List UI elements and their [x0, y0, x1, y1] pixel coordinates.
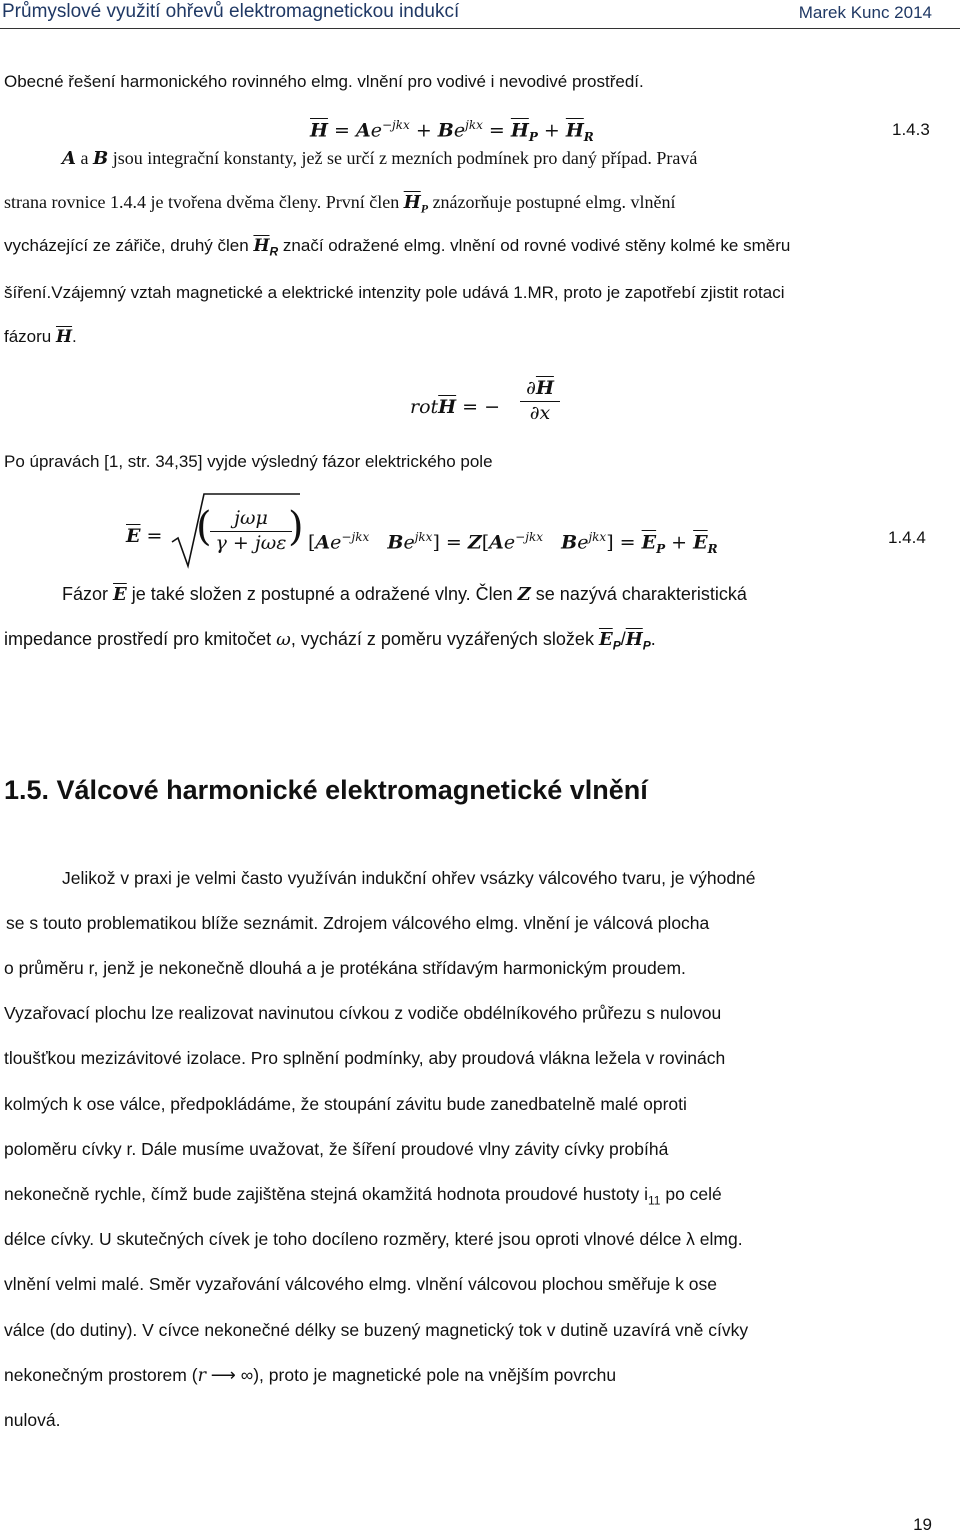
intro-text: Obecné řešení harmonického rovinného elmg. vlnění pro vodivé i nevodivé prostředí. [4, 72, 644, 91]
section-line: kolmých k ose válce, předpokládáme, že stoupání závitu bude zanedbatelně malé oproti [4, 1094, 687, 1114]
after-rot-text: Po úpravách [1, str. 34,35] vyjde výsledný fázor elektrického pole [4, 452, 493, 471]
section-line: nulová. [4, 1410, 61, 1430]
paren-open: ( [196, 504, 212, 550]
section-title: 1.5. Válcové harmonické elektromagnetické vlnění [4, 775, 648, 805]
section-line: o průměru r, jenž je nekonečně dlouhá a je protékána střídavým harmonickým proudem. [4, 958, 686, 978]
page-number: 19 [913, 1515, 932, 1534]
section-line: nekonečným prostorem (r ⟶ ∞), proto je magnetické pole na vnějším povrchu [4, 1365, 617, 1386]
para1-line4: šíření.Vzájemný vztah magnetické a elektrické intenzity pole udává 1.MR, proto je zapotřebí zjistit rotaci [4, 283, 785, 302]
equation-number-1-4-4: 1.4.4 [888, 528, 926, 547]
section-line: Jelikož v praxi je velmi často využíván indukční ohřev vsázky válcového tvaru, je výhodné [62, 868, 756, 888]
equation-rot: $rot\overline{H}$ = − [410, 396, 501, 418]
equation-1-4-4-lhs: $\overline{E}$ = [126, 525, 163, 547]
paren-close: ) [288, 504, 304, 550]
fraction-jomega: jωμ γ + jωε [210, 507, 292, 554]
section-line: tloušťkou mezizávitové izolace. Pro splnění podmínky, aby proudová vlákna ležela v rovinách [4, 1048, 726, 1068]
page-header [0, 0, 960, 26]
section-line: Vyzařovací plochu lze realizovat navinutou cívkou z vodiče obdélníkového průřezu s nulovou [4, 1003, 722, 1023]
para1-line2: strana rovnice 1.4.4 je tvořena dvěma členy. První člen $\overline{H}_P$ znázorňuje postupné elmg. vlnění [4, 192, 676, 216]
para1-line5: fázoru $\overline{H}$. [4, 327, 77, 347]
equation-1-4-3: $\overline{H} = Ae^{-jkx} + Be^{jkx} = \overline{H}_P + \overline{H}_R$ [310, 118, 594, 145]
section-line: válce (do dutiny). V cívce nekonečné délky se buzený magnetický tok v dutině uzavírá vně cívky [4, 1320, 749, 1340]
header-rule [0, 28, 960, 29]
para2-line1: Fázor $\overline{E}$ je také složen z postupné a odražené vlny. Člen Z se nazývá charakteristická [62, 584, 747, 605]
fraction-dh-dx: $\partial\overline{H}$ ∂x [520, 377, 560, 424]
equation-1-4-4-rhs: [$Ae^{-jkx}$ $Be^{jkx}] = Z[Ae^{-jkx}$ $Be^{jkx}] = \overline{E}_P + \overline{E}_R$ [308, 530, 718, 557]
section-line: vlnění velmi malé. Směr vyzařování válcového elmg. vlnění válcovou plochou směřuje k ose [4, 1274, 717, 1294]
para1-line3: vycházející ze zářiče, druhý člen $\overline{H}_R$ značí odražené elmg. vlnění od rovné vodivé stěny kolmé ke směru [4, 236, 791, 259]
section-line: se s touto problematikou blíže seznámit. Zdrojem válcového elmg. vlnění je válcová plocha [6, 913, 710, 933]
para1-line1: A a B jsou integrační konstanty, jež se určí z mezních podmínek pro daný případ. Pravá [62, 148, 698, 169]
header-title: Průmyslové využití ohřevů elektromagnetickou indukcí [2, 1, 460, 22]
section-line: nekonečně rychle, čímž bude zajištěna stejná okamžitá hodnota proudové hustoty $i_{11}$ po celé [4, 1184, 722, 1208]
section-line: délce cívky. U skutečných cívek je toho docíleno rozměry, které jsou oproti vlnové délce λ elmg. [4, 1229, 743, 1249]
para2-line2: impedance prostředí pro kmitočet ω, vychází z poměru vyzářených složek $\overline{E}_P/\overline{H}_P$. [4, 629, 656, 653]
subscript-11: 11 [648, 1193, 661, 1208]
section-line: poloměru cívky r. Dále musíme uvažovat, že šíření proudové vlny závity cívky probíhá [4, 1139, 669, 1159]
equation-number-1-4-3: 1.4.3 [892, 120, 930, 139]
header-author: Marek Kunc 2014 [798, 3, 932, 22]
